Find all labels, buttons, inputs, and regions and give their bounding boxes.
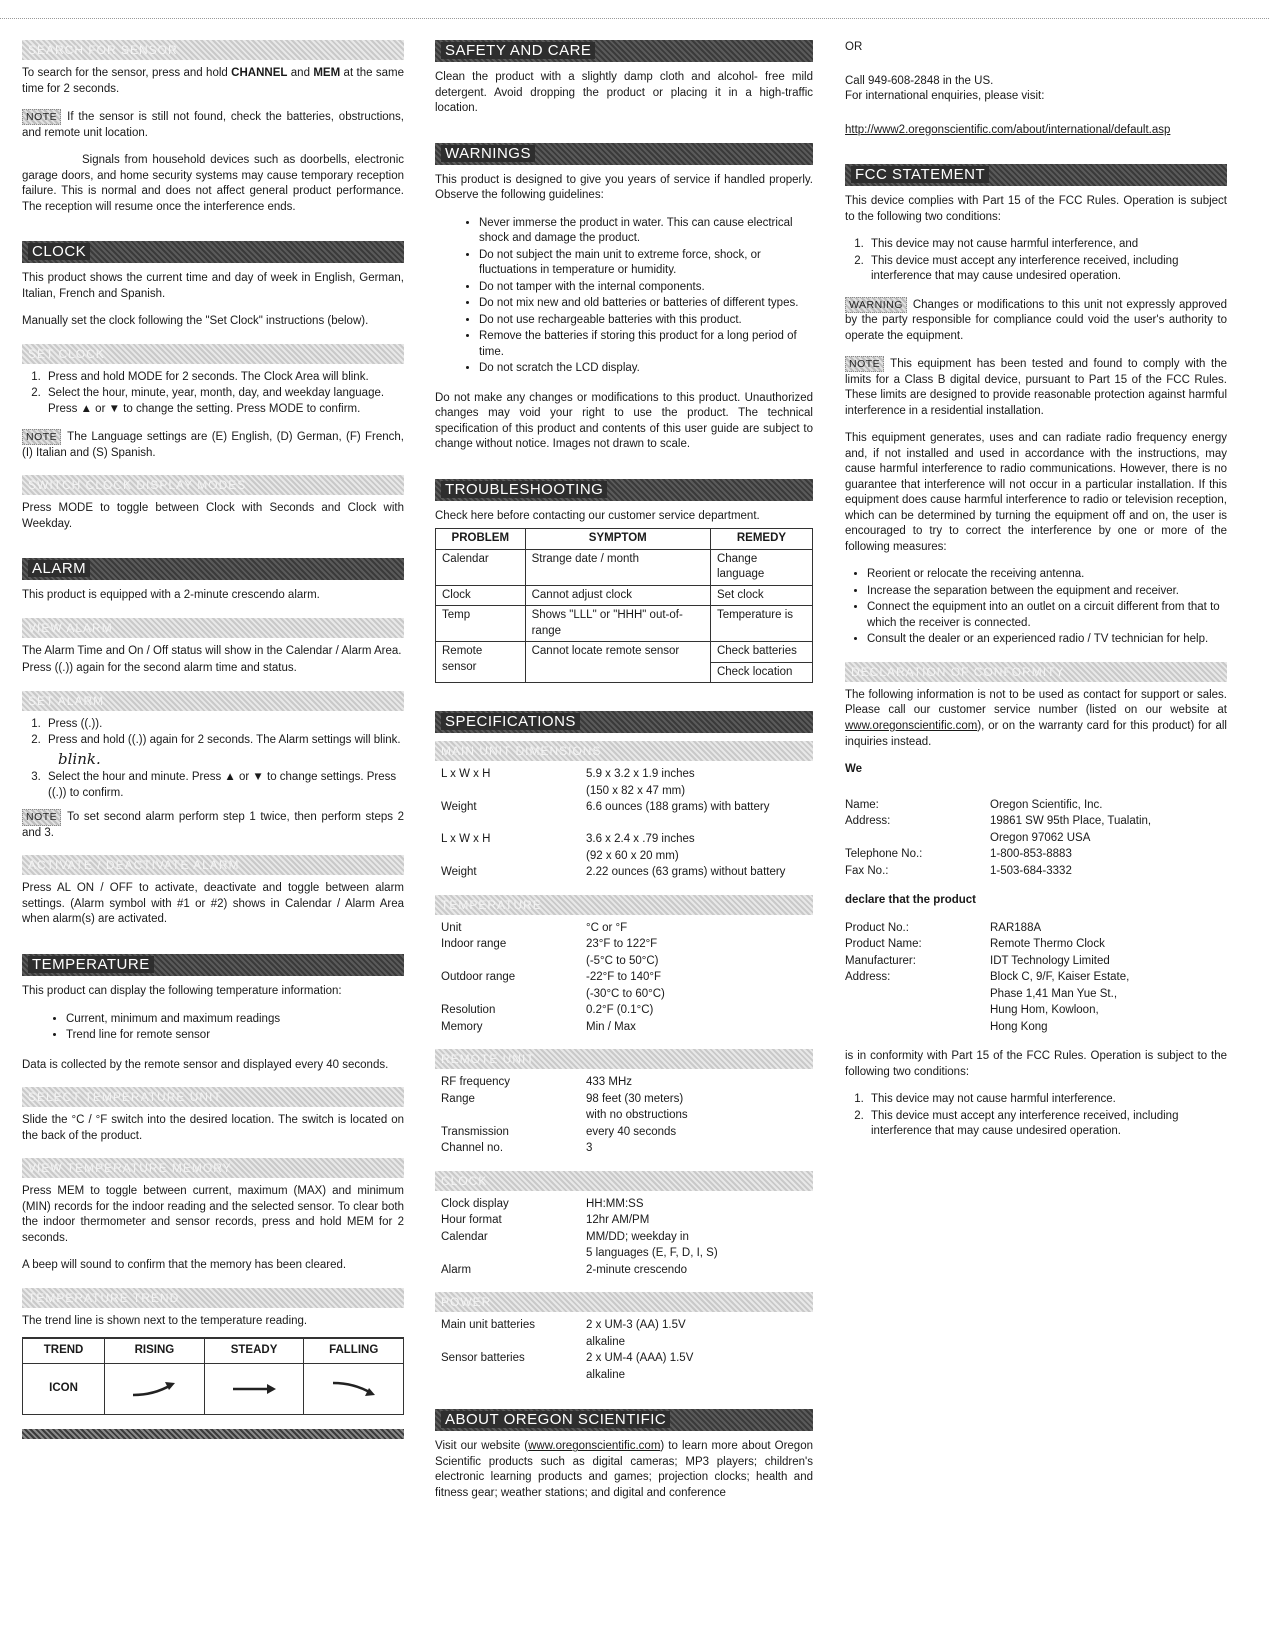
view-alarm-text: The Alarm Time and On / Off status will show in the Calendar / Alarm Area. [22, 644, 402, 657]
spec-label: Unit [441, 921, 462, 934]
contact-label: Name: [845, 798, 879, 811]
list-item: • Trend line for remote sensor [66, 1028, 404, 1044]
product-label [845, 1003, 990, 1019]
column-right [845, 40, 1227, 1152]
activate-alarm-subheader: ACTIVATE / DEACTIVATE ALARM [22, 855, 404, 875]
safety-text: Clean the product with a slightly damp cloth and alcohol- free mild detergent. Avoid dropping the product or placing it in a high-traffic location. [435, 71, 813, 115]
warning-tag: WARNING [845, 297, 907, 313]
fcc-note: NOTE This equipment has been tested and found to comply with the limits for a Class B digital device, pursuant to Part 15 of the FCC Rules. These limits are designed to provide reasonable protection against harmful interference in a residential installation. [845, 358, 1227, 417]
contact-label: Telephone No.: [845, 848, 923, 861]
falling-arrow-icon [304, 1363, 404, 1414]
contact-label: Fax No.: [845, 864, 889, 877]
intl-link[interactable]: http://www2.oregonscientific.com/about/international/default.asp [845, 123, 1171, 136]
list-item: • Increase the separation between the equipment and receiver. [867, 584, 1227, 600]
list-item: • Connect the equipment into an outlet on a circuit different from that to which the receiver is connected. [867, 600, 1227, 631]
set-clock-steps [22, 370, 404, 418]
table-cell: Cannot adjust clock [525, 585, 710, 606]
product-label [845, 1020, 990, 1036]
list-item: • Current, minimum and maximum readings [66, 1012, 404, 1028]
product-value: Remote Thermo Clock [990, 938, 1105, 951]
handwritten-note: blink. [58, 749, 101, 768]
call-text: Call 949-608-2848 in the US. For international enquiries, please visit: [845, 74, 1045, 103]
page-top-rule [0, 18, 1269, 19]
about-text: Visit our website (www.oregonscientific.com) to learn more about Oregon Scientific products such as digital cameras; MP3 players; children's electronic learning products and games; projection clocks; health and fitness gear; weather stations; and digital and conference [435, 1440, 813, 1499]
beep-text: A beep will sound to confirm that the memory has been cleared. [22, 1259, 347, 1272]
spec-label [441, 987, 586, 1003]
table-cell: Clock [436, 585, 526, 606]
spec-clock-list [441, 1197, 813, 1279]
troubleshooting-intro: Check here before contacting our customer service department. [435, 509, 760, 522]
list-item: 1. This device may not cause harmful interference, and [867, 237, 1227, 253]
spec-power-subheader: POWER [435, 1292, 813, 1312]
fcc-conditions [845, 237, 1227, 285]
table-header-cell: REMEDY [710, 529, 812, 550]
set-alarm-steps [22, 717, 404, 802]
spec-value: 98 feet (30 meters) [586, 1092, 684, 1105]
declare-text: declare that the product [845, 894, 976, 907]
spec-value: 3.6 x 2.4 x .79 inches [586, 832, 695, 845]
website-link[interactable]: www.oregonscientific.com [845, 719, 978, 732]
spec-value: 2 x UM-3 (AA) 1.5V [586, 1319, 686, 1332]
table-row [436, 549, 813, 585]
spec-rf-list [441, 1075, 813, 1157]
product-value: Block C, 9/F, Kaiser Estate, [990, 971, 1130, 984]
list-item: 2. This device must accept any interference received, including interference that may cause undesired operation. [867, 254, 1227, 285]
temperature-text: This product can display the following temperature information: [22, 984, 342, 997]
product-label [845, 987, 990, 1003]
table-cell: Temperature is [710, 606, 812, 642]
list-item: 2. Select the hour, minute, year, month, day, and weekday language. Press ▲ or ▼ to change the setting. Press MODE to confirm. [44, 386, 404, 417]
declaration-subheader: DECLARATION OF CONFORMITY [845, 662, 1227, 682]
temperature-memory-text: Press MEM to toggle between current, maximum (MAX) and minimum (MIN) records for the indoor reading and the selected sensor. To clear both the indoor thermometer and sensor records, press and hold MEM for 2 seconds. [22, 1185, 404, 1244]
language-note: NOTE The Language settings are (E) English, (D) German, (F) French, (I) Italian and (S) Spanish. [22, 431, 404, 459]
steady-arrow-icon [204, 1363, 304, 1414]
spec-label: Clock display [441, 1197, 509, 1210]
spec-temperature-list [441, 921, 813, 1036]
product-value: Hong Kong [990, 1020, 1048, 1033]
spec-label: RF frequency [441, 1076, 511, 1089]
product-value: IDT Technology Limited [990, 954, 1110, 967]
spec-label [441, 954, 586, 970]
spec-value: alkaline [586, 1368, 625, 1381]
spec-value: (92 x 60 x 20 mm) [586, 849, 679, 862]
temperature-header: TEMPERATURE [22, 954, 404, 976]
declaration-text: The following information is not to be used as contact for support or sales. Please call our customer service number (listed on our website at www.oregonscientific.com), or on the warranty card for this product) for all inquiries instead. [845, 688, 1227, 748]
spec-label: Main unit batteries [441, 1319, 535, 1332]
spec-value: every 40 seconds [586, 1125, 677, 1138]
table-cell: Change language [710, 549, 812, 585]
list-item: • Reorient or relocate the receiving antenna. [867, 567, 1227, 583]
fcc-measures [845, 567, 1227, 648]
product-label: Address: [845, 971, 891, 984]
spec-value: 5 languages (E, F, D, I, S) [586, 1247, 718, 1260]
list-item: • Never immerse the product in water. This can cause electrical shock and damage the product. [479, 216, 813, 247]
spec-label: Outdoor range [441, 971, 516, 984]
spec-label [441, 1335, 586, 1351]
fcc-generates-text: This equipment generates, uses and can radiate radio frequency energy and, if not installed and used in accordance with the instructions, may cause harmful interference to radio communications. However, there is no guarantee that interference will not occur in a particular installation. If this equipment does cause harmful interference to radio or television reception, which can be determined by turning the equipment off and on, the user is encouraged to try to correct the interference by one or more of the following measures: [845, 432, 1227, 553]
contact-value: 1-800-853-8883 [990, 848, 1072, 861]
table-row [23, 1338, 404, 1363]
temperature-unit-subheader: SELECT TEMPERATURE UNIT [22, 1087, 404, 1107]
temperature-memory-subheader: VIEW TEMPERATURE MEMORY [22, 1158, 404, 1178]
spec-label: Transmission [441, 1125, 509, 1138]
fcc-text: This device complies with Part 15 of the FCC Rules. Operation is subject to the following two conditions: [845, 195, 1227, 223]
column-middle [435, 40, 813, 1513]
spec-value: 6.6 ounces (188 grams) with battery [586, 801, 770, 814]
warnings-text: This product is designed to give you years of service if handled properly. Observe the following guidelines: [435, 173, 813, 202]
search-sensor-subheader: SEARCH FOR SENSOR [22, 40, 404, 60]
spec-label: Weight [441, 866, 477, 879]
table-row [436, 529, 813, 550]
list-item: 2. Press and hold ((.)) again for 2 seconds. The Alarm settings will blink. blink. [44, 733, 404, 769]
product-value: Phase 1,41 Man Yue St., [990, 987, 1118, 1000]
column-left [22, 40, 404, 1439]
spec-label: L x W x H [441, 768, 491, 781]
contact-value: Oregon Scientific, Inc. [990, 798, 1103, 811]
clock-text: This product shows the current time and day of week in English, German, Italian, French and Spanish. [22, 272, 404, 300]
spec-value: 5.9 x 3.2 x 1.9 inches [586, 768, 695, 781]
switch-display-subheader: SWITCH CLOCK DISPLAY MODES [22, 475, 404, 495]
spec-label: Channel no. [441, 1142, 504, 1155]
list-item: • Do not subject the main unit to extreme force, shock, or fluctuations in temperature or humidity. [479, 248, 813, 279]
spec-label [441, 1246, 586, 1262]
list-item: • Do not tamper with the internal components. [479, 280, 813, 296]
spec-label: Hour format [441, 1214, 502, 1227]
spec-main-list [441, 767, 813, 880]
activate-alarm-text: Press AL ON / OFF to activate, deactivate and toggle between alarm settings. (Alarm symbol with #1 or #2) shows in Calendar / Alarm Area when alarm(s) are activated. [22, 882, 404, 926]
contact-value: Oregon 97062 USA [990, 831, 1091, 844]
trend-row-label: ICON [23, 1363, 105, 1414]
table-row [23, 1363, 404, 1414]
spec-label: Resolution [441, 1004, 496, 1017]
spec-value: 23°F to 122°F [586, 938, 658, 951]
signals-text: Signals from household devices such as doorbells, electronic garage doors, and home security systems may cause temporary reception failure. This is normal and does not affect general product performance. The reception will resume once the interference ends. [22, 154, 404, 213]
spec-label [441, 1108, 586, 1124]
safety-header: SAFETY AND CARE [435, 40, 813, 62]
contact-label: Address: [845, 815, 891, 828]
table-cell: Cannot locate remote sensor [525, 642, 710, 683]
list-item: 1. Press and hold MODE for 2 seconds. The Clock Area will blink. [44, 370, 404, 386]
table-cell: Calendar [436, 549, 526, 585]
trend-text: The trend line is shown next to the temperature reading. [22, 1314, 308, 1327]
product-list [845, 921, 1227, 1036]
spec-value: (-30°C to 60°C) [586, 987, 665, 1000]
spec-value: HH:MM:SS [586, 1197, 644, 1210]
alarm-note: NOTE To set second alarm perform step 1 twice, then perform steps 2 and 3. [22, 811, 404, 839]
alarm-header: ALARM [22, 558, 404, 580]
table-cell: Set clock [710, 585, 812, 606]
website-link[interactable]: www.oregonscientific.com [528, 1440, 661, 1453]
spec-power-list [441, 1318, 813, 1383]
spec-value: (-5°C to 50°C) [586, 954, 659, 967]
table-header-cell: PROBLEM [436, 529, 526, 550]
trend-header-cell: TREND [23, 1338, 105, 1363]
spec-label: Memory [441, 1020, 483, 1033]
rising-arrow-icon [105, 1363, 205, 1414]
contact-value: 19861 SW 95th Place, Tualatin, [990, 815, 1152, 828]
spec-value: 433 MHz [586, 1076, 633, 1089]
spec-value: 2-minute crescendo [586, 1263, 687, 1276]
spec-label: Sensor batteries [441, 1352, 525, 1365]
temperature-unit-text: Slide the °C / °F switch into the desired location. The switch is located on the back of the product. [22, 1114, 404, 1142]
table-cell: Remote sensor [436, 642, 526, 683]
trend-header-cell: RISING [105, 1338, 205, 1363]
spec-value: with no obstructions [586, 1109, 688, 1122]
spec-value: MM/DD; weekday in [586, 1230, 689, 1243]
trend-header-cell: STEADY [204, 1338, 304, 1363]
view-alarm-subheader: VIEW ALARM [22, 618, 404, 638]
temperature-bullets [22, 1012, 404, 1044]
spec-remote-subheader: REMOTE UNIT [435, 1049, 813, 1069]
search-sensor-text: To search for the sensor, press and hold CHANNEL and MEM at the same time for 2 seconds. [22, 67, 404, 95]
list-item: • Do not scratch the LCD display. [479, 361, 813, 377]
contact-label [845, 831, 990, 847]
conformity-text: is in conformity with Part 15 of the FCC Rules. Operation is subject to the following two conditions: [845, 1050, 1227, 1078]
list-item: 1. This device may not cause harmful interference. [867, 1092, 1227, 1108]
product-value: RAR188A [990, 921, 1042, 934]
main-unit-subheader: MAIN UNIT DIMENSIONS [435, 741, 813, 761]
spec-value: 2 x UM-4 (AAA) 1.5V [586, 1352, 694, 1365]
product-label: Product Name: [845, 938, 922, 951]
table-cell: Temp [436, 606, 526, 642]
or-text: OR [845, 41, 863, 53]
spec-label [441, 1368, 586, 1384]
table-row [436, 606, 813, 642]
table-header-cell: SYMPTOM [525, 529, 710, 550]
clock-header: CLOCK [22, 241, 404, 263]
note-tag: NOTE [22, 429, 61, 445]
product-label: Product No.: [845, 921, 909, 934]
list-item: • Do not mix new and old batteries or batteries of different types. [479, 296, 813, 312]
switch-display-text: Press MODE to toggle between Clock with Seconds and Clock with Weekday. [22, 502, 404, 530]
spec-label: Weight [441, 801, 477, 814]
contact-list [845, 798, 1227, 880]
spec-value: 2.22 ounces (63 grams) without battery [586, 866, 786, 879]
troubleshooting-header: TROUBLESHOOTING [435, 479, 813, 501]
conformity-conditions [845, 1092, 1227, 1140]
table-cell: Strange date / month [525, 549, 710, 585]
list-item: • Remove the batteries if storing this product for a long period of time. [479, 329, 813, 360]
fcc-header: FCC STATEMENT [845, 164, 1227, 186]
warnings-footer-text: Do not make any changes or modifications to this product. Unauthorized changes may void your right to use the product. The technical specification of this product and contents of this user guide are subject to change without notice. Images not drawn to scale. [435, 391, 813, 451]
we-text: We [845, 763, 863, 776]
table-cell: Shows "LLL" or "HHH" out-of-range [525, 606, 710, 642]
list-item: 2. This device must accept any interference received, including interference that may cause undesired operation. [867, 1109, 1227, 1140]
spec-label [441, 784, 586, 800]
warnings-bullets [435, 216, 813, 377]
table-cell: Check batteries [710, 642, 812, 663]
spec-label: L x W x H [441, 832, 491, 845]
spec-label: Alarm [441, 1263, 472, 1276]
spec-temperature-subheader: TEMPERATURE [435, 895, 813, 915]
spec-label: Indoor range [441, 938, 507, 951]
warnings-header: WARNINGS [435, 143, 813, 165]
spec-label [441, 849, 586, 865]
table-row [436, 585, 813, 606]
spec-value: 3 [586, 1142, 593, 1155]
fcc-warning: WARNING Changes or modifications to this unit not expressly approved by the party responsible for compliance could void the user's authority to operate the equipment. [845, 298, 1227, 342]
temperature-data-text: Data is collected by the remote sensor and displayed every 40 seconds. [22, 1058, 389, 1071]
note-tag: NOTE [22, 809, 61, 825]
footer-band [22, 1429, 404, 1439]
spec-clock-subheader: CLOCK [435, 1171, 813, 1191]
table-cell: Check location [710, 662, 812, 683]
list-item: 3. Select the hour and minute. Press ▲ or ▼ to change settings. Press ((.)) to confirm. [44, 770, 404, 801]
set-alarm-subheader: SET ALARM [22, 691, 404, 711]
list-item: • Do not use rechargeable batteries with this product. [479, 313, 813, 329]
clock-manual-text: Manually set the clock following the "Set Clock" instructions (below). [22, 315, 369, 328]
list-item: 1. Press ((.)). [44, 717, 404, 733]
search-note: NOTE If the sensor is still not found, check the batteries, obstructions, and remote unit location. [22, 111, 404, 139]
spec-value: °C or °F [586, 921, 628, 934]
trend-subheader: TEMPERATURE TREND [22, 1288, 404, 1308]
note-tag: NOTE [22, 109, 61, 125]
list-item: • Consult the dealer or an experienced radio / TV technician for help. [867, 632, 1227, 648]
product-value: Hung Hom, Kowloon, [990, 1004, 1099, 1017]
spec-value: -22°F to 140°F [586, 971, 662, 984]
spec-label: Range [441, 1092, 475, 1105]
spec-value: 12hr AM/PM [586, 1214, 650, 1227]
troubleshooting-table [435, 528, 813, 683]
spec-value: (150 x 82 x 47 mm) [586, 784, 686, 797]
about-header: ABOUT OREGON SCIENTIFIC [435, 1409, 813, 1431]
note-tag: NOTE [845, 356, 884, 372]
trend-header-cell: FALLING [304, 1338, 404, 1363]
set-clock-subheader: SET CLOCK [22, 344, 404, 364]
table-row [436, 642, 813, 663]
contact-value: 1-503-684-3332 [990, 864, 1072, 877]
trend-table [22, 1337, 404, 1415]
specifications-header: SPECIFICATIONS [435, 711, 813, 733]
spec-label: Calendar [441, 1230, 488, 1243]
product-label: Manufacturer: [845, 954, 916, 967]
spec-value: alkaline [586, 1335, 625, 1348]
view-alarm-text-2: Press ((.)) again for the second alarm time and status. [22, 662, 297, 675]
spec-value: Min / Max [586, 1020, 636, 1033]
alarm-text: This product is equipped with a 2-minute crescendo alarm. [22, 589, 320, 602]
spec-value: 0.2°F (0.1°C) [586, 1004, 654, 1017]
